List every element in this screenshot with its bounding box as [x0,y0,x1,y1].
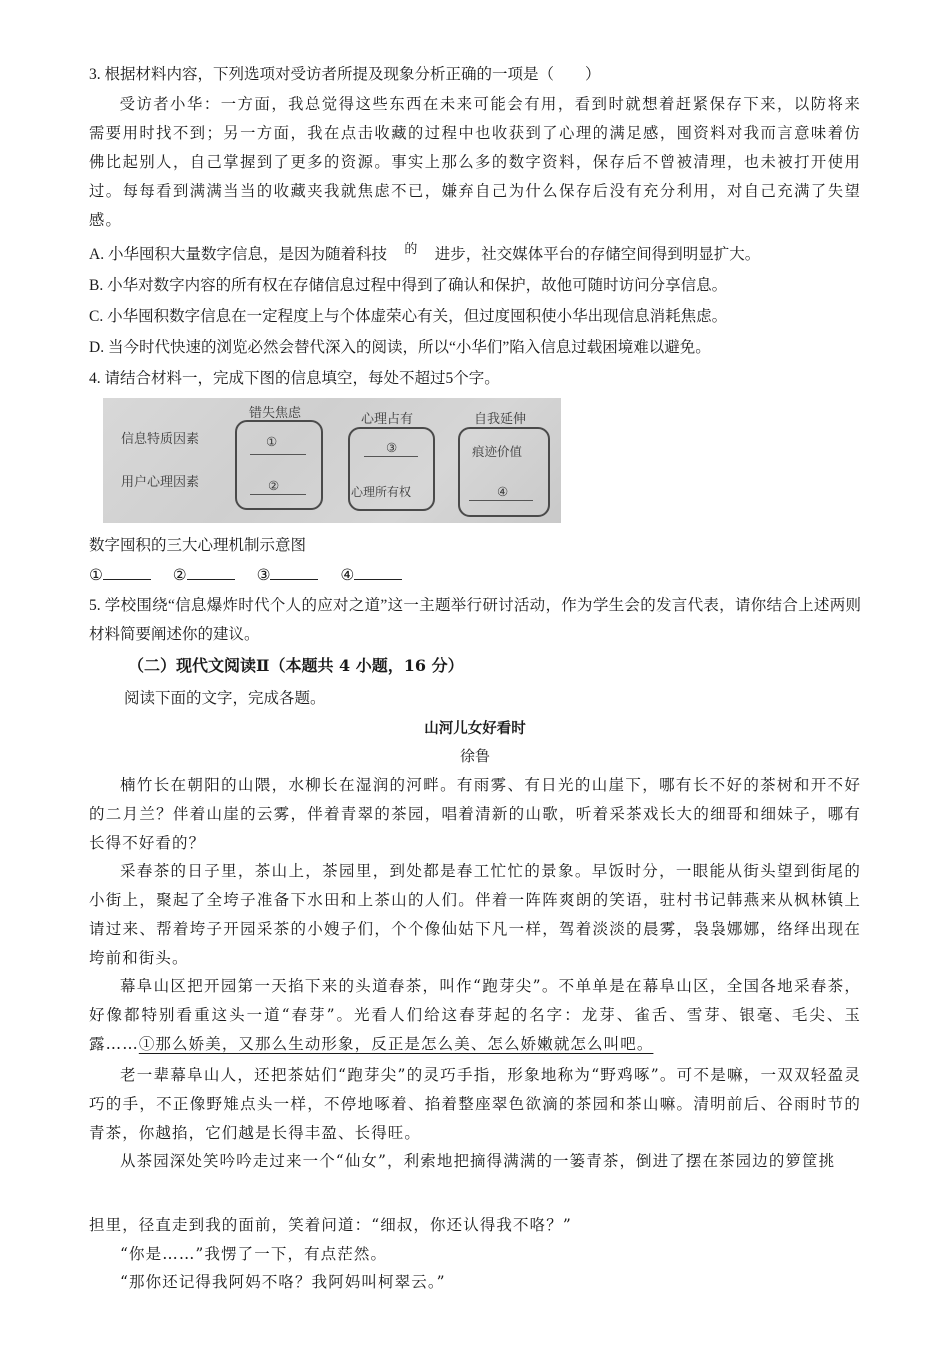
blank2-line [250,494,306,495]
col1-header: 错失焦虑 [249,406,302,421]
story-paragraph-7: “那你还记得我阿妈不咯？我阿妈叫柯翠云。” [120,1273,446,1291]
answer-1-blank[interactable] [103,565,151,580]
blank1-marker: ① [266,434,278,449]
answer-2-blank[interactable] [187,565,235,580]
row2-label: 用户心理因素 [121,475,200,490]
blank3-line [364,456,418,457]
trace-value-cell: 痕迹价值 [472,444,523,459]
story-title: 山河儿女好看时 [424,720,526,737]
q3-option-d[interactable]: D. 当今时代快速的浏览必然会替代深入的阅读，所以“小华们”陷入信息过载困境难以避免。 [89,339,711,356]
col3-box [458,427,550,517]
col1-box [235,420,323,510]
q3-option-a-rest: 进步，社交媒体平台的存储空间得到明显扩大。 [434,246,761,263]
section2-instruction: 阅读下面的文字，完成各题。 [124,690,326,707]
q5-stem: 5. 学校围绕“信息爆炸时代个人的应对之道”这一主题举行研讨活动，作为学生会的发言代表，请你结合上述两则材料简要阐述你的建议。 [89,597,861,643]
answer-3-blank[interactable] [270,565,318,580]
q3-option-a[interactable] [89,241,761,266]
blank1-line [250,454,306,455]
paragraph-3-text: 幕阜山区把开园第一天掐下来的头道春茶，叫作“跑芽尖”。不单单是在幕阜山区，全国各地采春茶，好像都特别看重这头一道“春芽”。光看人们给这春芽起的名字：龙芽、雀舌、雪芽、银毫、毛尖、玉露…… [89,977,861,1053]
blank4-marker: ④ [497,484,509,499]
story-paragraph-5b: 担里，径直走到我的面前，笑着问道：“细叔，你还认得我不咯？” [89,1216,572,1234]
story-author: 徐鲁 [459,747,490,765]
q4-diagram-photo [103,398,561,523]
answer-2-label: ② [172,567,187,584]
answer-4-label: ④ [340,567,355,584]
row1-label: 信息特质因素 [121,432,200,447]
col3-header: 自我延伸 [474,412,527,427]
q3-quote: 受访者小华：一方面，我总觉得这些东西在未来可能会有用，看到时就想着赶紧保存下来，以防将来需要用时找不到；另一方面，我在点击收藏的过程中也收获到了心理的满足感，囤资料对我而言意味着仿佛比起别人，自己掌握到了更多的资源。事实上那么多的数字资料，保存后不曾被清理，也未被打开使用过。每每看到满满当当的收藏夹我就焦虑不已，嫌弃自己为什么保存后没有充分利用，对自己充满了失望感。 [89,95,861,229]
section2-heading: （二）现代文阅读Ⅱ（本题共 4 小题，16 分） [128,656,464,675]
answer-3-label: ③ [256,567,271,584]
q3-stem: 3. 根据材料内容，下列选项对受访者所提及现象分析正确的一项是（ ） [89,66,601,83]
story-paragraph-1: 楠竹长在朝阳的山隈，水柳长在湿润的河畔。有雨雾、有日光的山崖下，哪有长不好的茶树和开不好的二月兰？伴着山崖的云雾，伴着青翠的茶园，唱着清新的山歌，听着采茶戏长大的细哥和细妹子，哪有长得不好看的？ [89,776,861,852]
underlined-sentence-1: ①那么娇美，又那么生动形象，反正是怎么美、怎么娇嫩就怎么叫吧。 [138,1035,654,1053]
blank2-marker: ② [268,478,280,493]
story-paragraph-4: 老一辈幕阜山人，还把茶姑们“跑芽尖”的灵巧手指，形象地称为“野鸡啄”。可不是嘛，一双双轻盈灵巧的手，不正像野雉点头一样，不停地啄着、掐着整座翠色欲滴的茶园和茶山嘛。清明前后、谷雨时节的青茶，你越掐，它们越是长得丰盈、长得旺。 [89,1066,861,1142]
story-paragraph-6: “你是……”我愣了一下，有点茫然。 [120,1245,388,1263]
answer-4-blank[interactable] [354,565,402,580]
q4-caption: 数字囤积的三大心理机制示意图 [89,537,307,554]
q3-option-a-text: A. 小华囤积大量数字信息，是因为随着科技 [89,246,387,263]
story-paragraph-5a: 从茶园深处笑吟吟走过来一个“仙女”，利索地把摘得满满的一篓青茶，倒进了摆在茶园边的箩筐挑 [120,1152,836,1170]
col2-header: 心理占有 [361,412,414,427]
q3-option-b[interactable]: B. 小华对数字内容的所有权在存储信息过程中得到了确认和保护，故他可随时访问分享信息。 [89,277,728,294]
ownership-cell: 心理所有权 [351,485,412,499]
story-paragraph-2: 采春茶的日子里，茶山上，茶园里，到处都是春工忙忙的景象。早饭时分，一眼能从街头望到街尾的小街上，聚起了全垮子准备下水田和上茶山的人们。伴着一阵阵爽朗的笑语，驻村书记韩燕来从枫林镇上请过来、帮着垮子开园采茶的小嫂子们，个个像仙姑下凡一样，驾着淡淡的晨雾，袅袅娜娜，络绎出现在垮前和街头。 [89,862,861,967]
q3-option-a-char: 的 [404,241,418,256]
q4-stem: 4. 请结合材料一，完成下图的信息填空，每处不超过5个字。 [89,370,500,387]
answer-1-label: ① [89,567,103,584]
q3-option-c[interactable]: C. 小华囤积数字信息在一定程度上与个体虚荣心有关，但过度囤积使小华出现信息消耗焦虑。 [89,308,728,325]
q4-answer-blanks [89,565,402,587]
blank4-line [469,500,533,501]
story-paragraph-3 [89,972,861,1059]
blank3-marker: ③ [386,440,398,455]
